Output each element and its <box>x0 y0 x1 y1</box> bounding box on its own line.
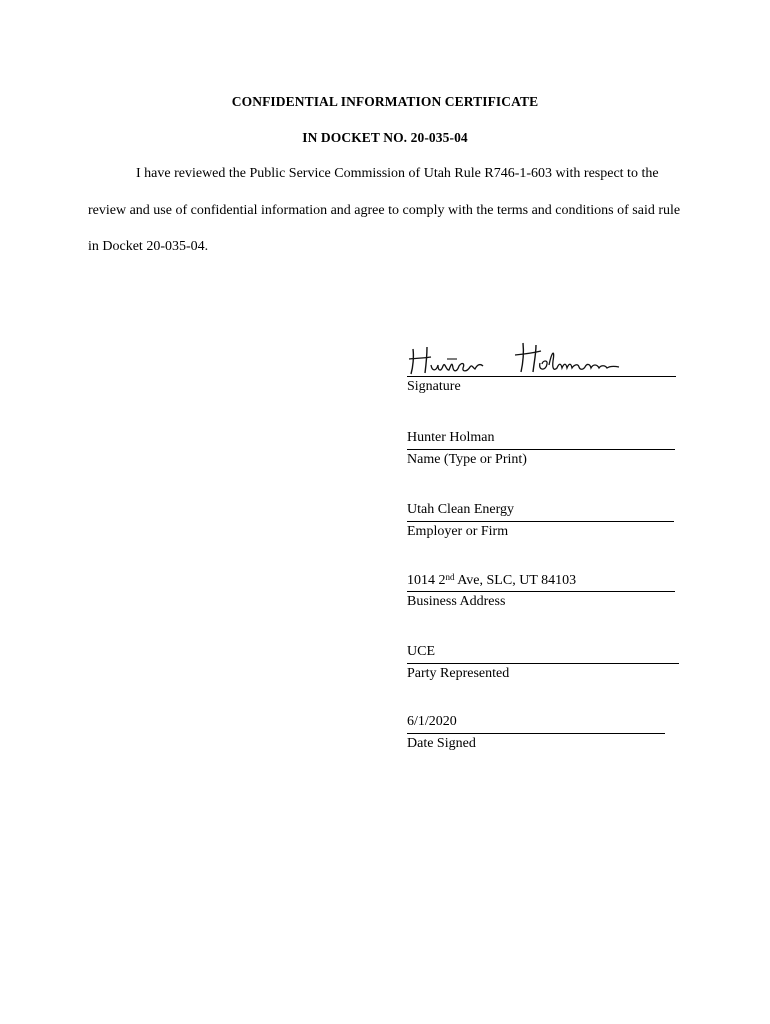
handwritten-signature <box>407 341 637 379</box>
address-value: 1014 2nd Ave, SLC, UT 84103 <box>407 572 577 588</box>
party-line[interactable] <box>407 645 679 664</box>
document-title: CONFIDENTIAL INFORMATION CERTIFICATE <box>231 94 539 109</box>
employer-label: Employer or Firm <box>407 524 509 539</box>
party-label: Party Represented <box>407 666 510 681</box>
date-label: Date Signed <box>407 736 476 751</box>
signature-label: Signature <box>407 379 461 394</box>
docket-number-title: IN DOCKET NO. 20-035-04 <box>302 130 468 145</box>
name-line[interactable] <box>407 431 675 450</box>
paragraph-text: I have reviewed the Public Service Commission of Utah Rule R746-1-603 with respect to the review and use of confidential information and agree to comply with the terms and conditions of said rule in Docket 20-035-04. <box>88 166 681 254</box>
address-field <box>407 573 675 611</box>
name-field <box>407 431 675 469</box>
signature-line <box>407 357 676 377</box>
party-value: UCE <box>407 644 435 659</box>
date-line[interactable] <box>407 715 665 734</box>
date-value: 6/1/2020 <box>407 714 457 729</box>
employer-line[interactable] <box>407 503 674 522</box>
certification-paragraph <box>88 156 688 266</box>
employer-field <box>407 503 674 541</box>
signature-field <box>407 357 676 396</box>
date-field <box>407 715 665 753</box>
address-line[interactable] <box>407 573 675 592</box>
name-value: Hunter Holman <box>407 430 495 445</box>
address-label: Business Address <box>407 594 506 609</box>
party-field <box>407 645 679 683</box>
employer-value: Utah Clean Energy <box>407 502 515 517</box>
name-label: Name (Type or Print) <box>407 452 527 467</box>
